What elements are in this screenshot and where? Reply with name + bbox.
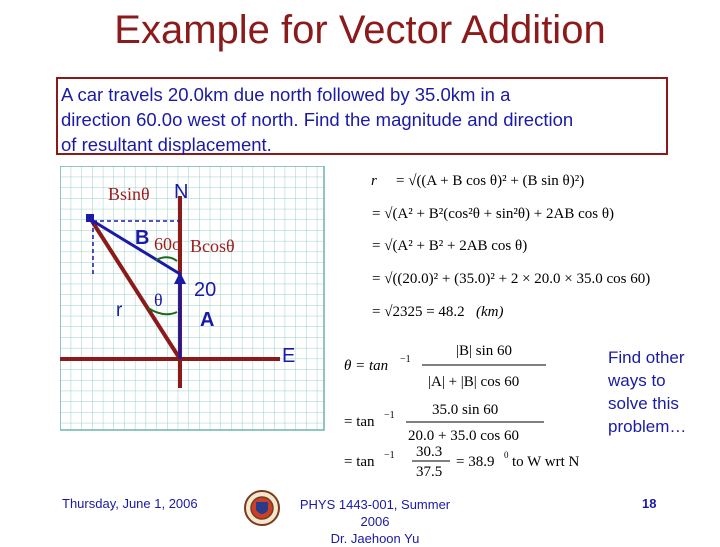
footer-date: Thursday, June 1, 2006: [62, 496, 198, 511]
label-b: B: [135, 227, 150, 249]
side-note-line-2: ways to: [608, 371, 666, 390]
footer-course-line-1: PHYS 1443-001, Summer: [299, 497, 451, 512]
side-note-line-3: solve this: [608, 394, 679, 413]
eq-tan3-denominator: 37.5: [416, 464, 443, 480]
problem-line-1: A car travels 20.0km due north followed by 35.0km in a: [61, 84, 511, 105]
eq-r-line2: = √(A² + B²(cos²θ + sin²θ) + 2AB cos θ): [372, 206, 615, 222]
eq-r-line5: = √2325 = 48.2: [372, 304, 465, 320]
eq-tan2-lhs: = tan: [344, 414, 375, 430]
eq-theta-denominator: |A| + |B| cos 60: [428, 374, 520, 390]
problem-line-3: of resultant displacement.: [61, 134, 272, 155]
label-bcos: Bcosθ: [190, 236, 235, 256]
label-bsin: Bsinθ: [108, 184, 150, 204]
eq-tan3-lhs: = tan: [344, 454, 375, 470]
label-60-degrees: 60o: [154, 234, 181, 254]
eq-r-unit: (km): [476, 304, 504, 320]
label-a-magnitude: 20: [194, 279, 217, 301]
grid-background: [60, 166, 324, 430]
label-east: E: [282, 345, 296, 367]
eq-r-lhs: r: [371, 173, 377, 189]
eq-tan2-inverse: −1: [384, 410, 395, 421]
eq-tan2-denominator: 20.0 + 35.0 cos 60: [408, 428, 519, 444]
eq-theta-inverse: −1: [400, 354, 411, 365]
footer-course-line-2: 2006: [360, 514, 390, 529]
slide-title: Example for Vector Addition: [114, 8, 606, 52]
footer-course-line-3: Dr. Jaehoon Yu: [330, 531, 420, 546]
eq-r-line1: = √((A + B cos θ)² + (B sin θ)²): [396, 173, 585, 189]
side-note-line-1: Find other: [608, 348, 685, 367]
label-a: A: [200, 309, 215, 331]
university-seal-icon: [244, 488, 280, 528]
eq-theta-numerator: |B| sin 60: [456, 343, 513, 359]
eq-tan3-inverse: −1: [384, 450, 395, 461]
problem-line-2: direction 60.0o west of north. Find the magnitude and direction: [61, 109, 574, 130]
footer-page-number: 18: [642, 496, 657, 511]
eq-theta-lhs: θ = tan: [344, 358, 389, 374]
problem-statement: [61, 82, 671, 157]
eq-tan3-result: = 38.9: [456, 454, 495, 470]
side-note: [608, 346, 720, 438]
eq-degree-mark: 0: [504, 450, 509, 460]
eq-tan3-numerator: 30.3: [416, 444, 443, 460]
resultant-arrowhead: [86, 214, 94, 222]
label-north: N: [174, 181, 189, 203]
vector-diagram: [60, 166, 328, 432]
eq-tan3-direction: to W wrt N: [512, 454, 580, 470]
eq-tan2-numerator: 35.0 sin 60: [432, 402, 499, 418]
label-r: r: [116, 300, 123, 321]
eq-r-line4: = √((20.0)² + (35.0)² + 2 × 20.0 × 35.0 cos 60): [372, 271, 651, 287]
label-theta: θ: [154, 290, 163, 310]
side-note-line-4: problem…: [608, 417, 687, 436]
footer-course: [290, 496, 460, 547]
eq-r-line3: = √(A² + B² + 2AB cos θ): [372, 238, 528, 254]
